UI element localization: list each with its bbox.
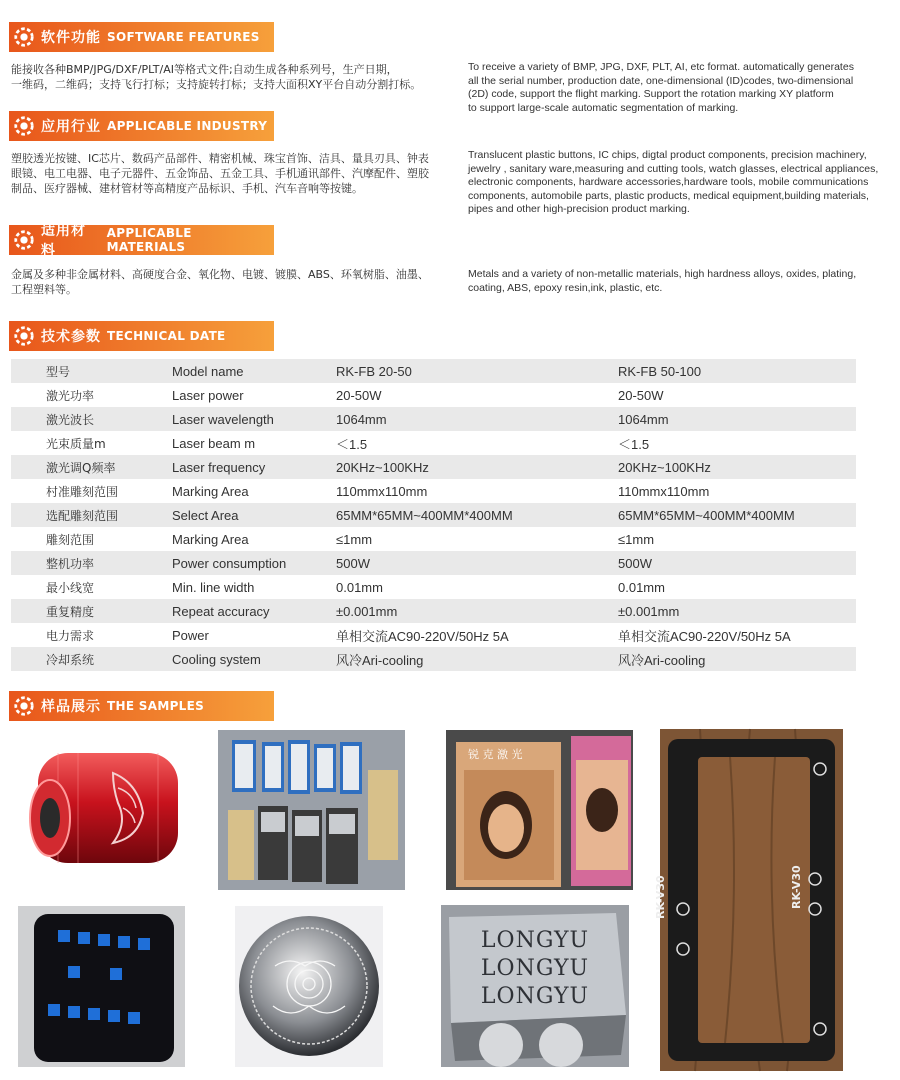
section-header-the-samples bbox=[9, 691, 274, 721]
spec-row: 重复精度 Repeat accuracy ±0.001mm ±0.001mm bbox=[11, 599, 856, 623]
header-cn: 软件功能 bbox=[41, 30, 101, 46]
header-en: THE SAMPLES bbox=[107, 699, 205, 713]
header-en: TECHNICAL DATE bbox=[107, 329, 226, 343]
spec-row: 雕刻范围 Marking Area ≤1mm ≤1mm bbox=[46, 531, 655, 547]
sample-red-cylinder-image bbox=[18, 738, 194, 878]
longyu-text-block: LONGYU LONGYU LONGYU bbox=[480, 928, 590, 1009]
header-cn: 样品展示 bbox=[41, 699, 101, 715]
header-en: SOFTWARE FEATURES bbox=[107, 30, 260, 44]
header-cn: 技术参数 bbox=[41, 329, 101, 345]
features-en-text: To receive a variety of BMP, JPG, DXF, PLT, AI, etc format. automatically generates all the serial number, production date, one-dimensional (ID)codes, two-dimensional (2D) code, support the flight marking. Support the rotation marking XY platform to support large-scale automatic segmentation of marking. bbox=[468, 61, 854, 114]
header-cn: 应用行业 bbox=[41, 119, 101, 135]
spec-row: 激光调Q频率 Laser frequency 20KHz~100KHz 20KHz~100KHz bbox=[11, 455, 856, 479]
gear-icon bbox=[13, 26, 35, 48]
header-en: APPLICABLE MATERIALS bbox=[106, 226, 192, 254]
spec-row: 激光波长 Laser wavelength 1064mm 1064mm bbox=[11, 407, 856, 431]
spec-row: 最小线宽 Min. line width 0.01mm 0.01mm bbox=[46, 579, 665, 595]
gear-icon bbox=[13, 115, 35, 137]
gear-icon bbox=[13, 229, 35, 251]
sample-license-plate-image bbox=[654, 729, 843, 1071]
section-header-applicable-industry bbox=[9, 111, 274, 141]
spec-row: 整机功率 Power consumption 500W 500W bbox=[11, 551, 856, 575]
spec-row: 激光功率 Laser power 20-50W 20-50W bbox=[46, 387, 664, 403]
section-header-software-features bbox=[9, 22, 274, 52]
spec-row: 电力需求 Power 单相交流AC90-220V/50Hz 5A 单相交流AC90-220V/50Hz 5A bbox=[46, 627, 791, 644]
section-header-technical-date bbox=[9, 321, 274, 351]
materials-cn-text: 金属及多种非金属材料、高硬度合金、氧化物、电镀、镀膜、ABS、环氧树脂、油墨、 工程塑料等。 bbox=[11, 268, 429, 296]
spec-row: 冷却系统 Cooling system 风冷Ari-cooling 风冷Ari-cooling bbox=[11, 647, 856, 671]
sample-nameplates-image bbox=[218, 730, 405, 890]
touch-panel-graphic bbox=[18, 906, 185, 1067]
gear-icon bbox=[13, 325, 35, 347]
spec-row: 选配雕刻范围 Select Area 65MM*65MM~400MM*400MM 65MM*65MM~400MM*400MM bbox=[11, 503, 856, 527]
nameplates-graphic bbox=[218, 730, 405, 890]
industry-en-text: Translucent plastic buttons, IC chips, digtal product components, precision machinery, jewelry , sanitary ware,measuring and cutting tools, watch glasses, electrical appliances, electronic components, hardware accessories,hardware tools, mobile communications components, automobile parts, plastic products, medical equipment,building materials, pipes and other high-precision product marking. bbox=[468, 149, 879, 215]
engraved-ball-graphic bbox=[235, 906, 383, 1067]
frame-caption: 锐 克 激 光 bbox=[468, 748, 523, 761]
section-header-applicable-materials bbox=[9, 223, 274, 259]
features-cn-text: 能接收各种BMP/JPG/DXF/PLT/AI等格式文件;自动生成各种系列号，生产日期， 一维码，二维码；支持飞行打标；支持旋转打标；支持大面积XY平台自动分割打标。 bbox=[11, 63, 422, 91]
header-cn: 适用材料 bbox=[41, 223, 86, 259]
sample-touch-panel-image bbox=[18, 906, 185, 1067]
spec-row: 光束质量m Laser beam m ＜1.5 ＜1.5 bbox=[46, 435, 650, 452]
plate-text-right: RK-V30 bbox=[790, 865, 803, 909]
spec-table bbox=[11, 359, 856, 671]
materials-en-text: Metals and a variety of non-metallic materials, high hardness alloys, oxides, plating, coating, ABS, epoxy resin,ink, plastic, etc. bbox=[468, 268, 857, 294]
sample-photo-frames-image bbox=[446, 730, 633, 890]
spec-row: 型号 Model name RK-FB 20-50 RK-FB 50-100 bbox=[11, 359, 856, 383]
sample-longyu-block-image bbox=[441, 905, 629, 1067]
gear-icon bbox=[13, 695, 35, 717]
industry-cn-text: 塑胶透光按键、IC芯片、数码产品部件、精密机械、珠宝首饰、洁具、量具刃具、钟表 眼镜、电工电器、电子元器件、五金饰品、五金工具、手机通讯部件、汽摩配件、塑胶 制品、医疗器械、建材管材等高精度产品标识、手机、汽车音响等按键。 bbox=[11, 152, 429, 195]
spec-row: 村准雕刻范围 Marking Area 110mmx110mm 110mmx110mm bbox=[46, 483, 710, 499]
plate-text-left: RK-V30 bbox=[654, 875, 667, 919]
sample-engraved-ball-image bbox=[235, 906, 383, 1067]
header-en: APPLICABLE INDUSTRY bbox=[107, 119, 268, 133]
